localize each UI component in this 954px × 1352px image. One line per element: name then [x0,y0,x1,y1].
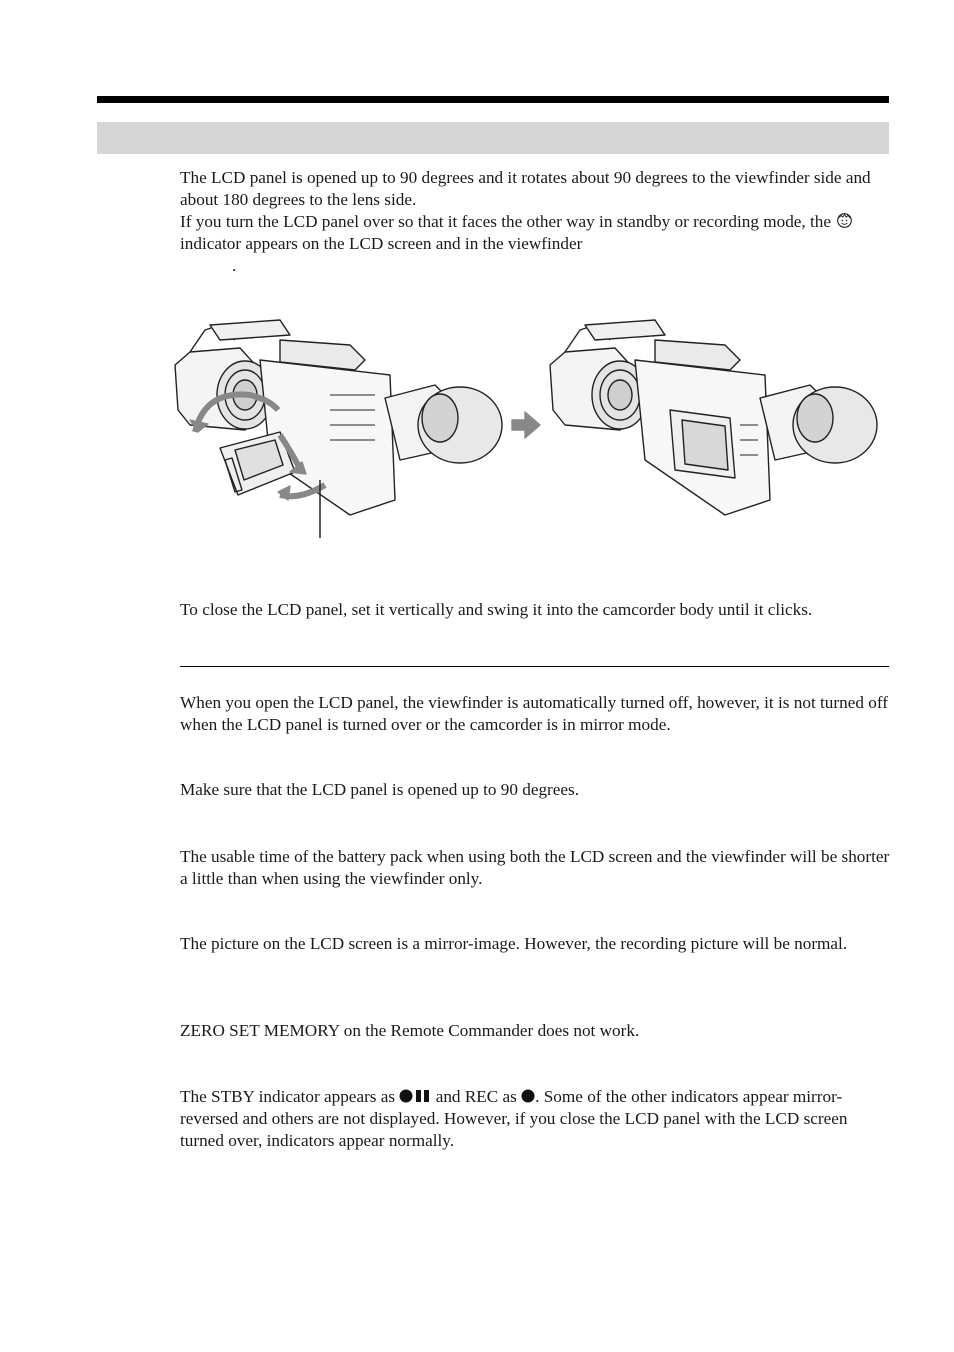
camcorder-illustration [150,300,895,550]
stby-indicator-icon [399,1089,431,1103]
section-title-bar [97,122,889,154]
intro-text [180,167,892,277]
note-4: The picture on the LCD screen is a mirror-image. However, the recording picture will be normal. [180,934,848,953]
note-1: When you open the LCD panel, the viewfinder is automatically turned off, however, it is not turned off when the LCD panel is turned over or the camcorder is in mirror mode. [180,693,888,734]
mirror-mode-icon [836,212,853,229]
camcorder-right-drawing [550,320,877,515]
intro-paragraph-1: The LCD panel is opened up to 90 degrees and it rotates about 90 degrees to the viewfinder side and about 180 degrees to the lens side. [180,168,871,209]
note-6: The STBY indicator appears as and REC as . Some of the other indicators appear mirror-reversed and others are not displayed. However, if you close the LCD panel with the LCD screen turned over, indicators appear normally. [180,1087,848,1150]
top-rule [97,96,889,103]
close-instruction: To close the LCD panel, set it vertically and swing it into the camcorder body until it clicks. [180,600,813,619]
note-3: The usable time of the battery pack when using both the LCD screen and the viewfinder will be shorter a little than when using the viewfinder only. [180,847,890,888]
intro-paragraph-2-end: . [232,256,237,275]
notes-divider [180,666,889,667]
rec-indicator-icon [521,1089,535,1103]
arrow-right-icon [512,412,540,438]
note-5: ZERO SET MEMORY on the Remote Commander does not work. [180,1021,640,1040]
camcorder-left-drawing [175,320,502,538]
note-2: Make sure that the LCD panel is opened up to 90 degrees. [180,780,580,799]
intro-paragraph-2: If you turn the LCD panel over so that it faces the other way in standby or recording mode, the indicator appears on the LCD screen and in the viewfinder [180,211,892,255]
